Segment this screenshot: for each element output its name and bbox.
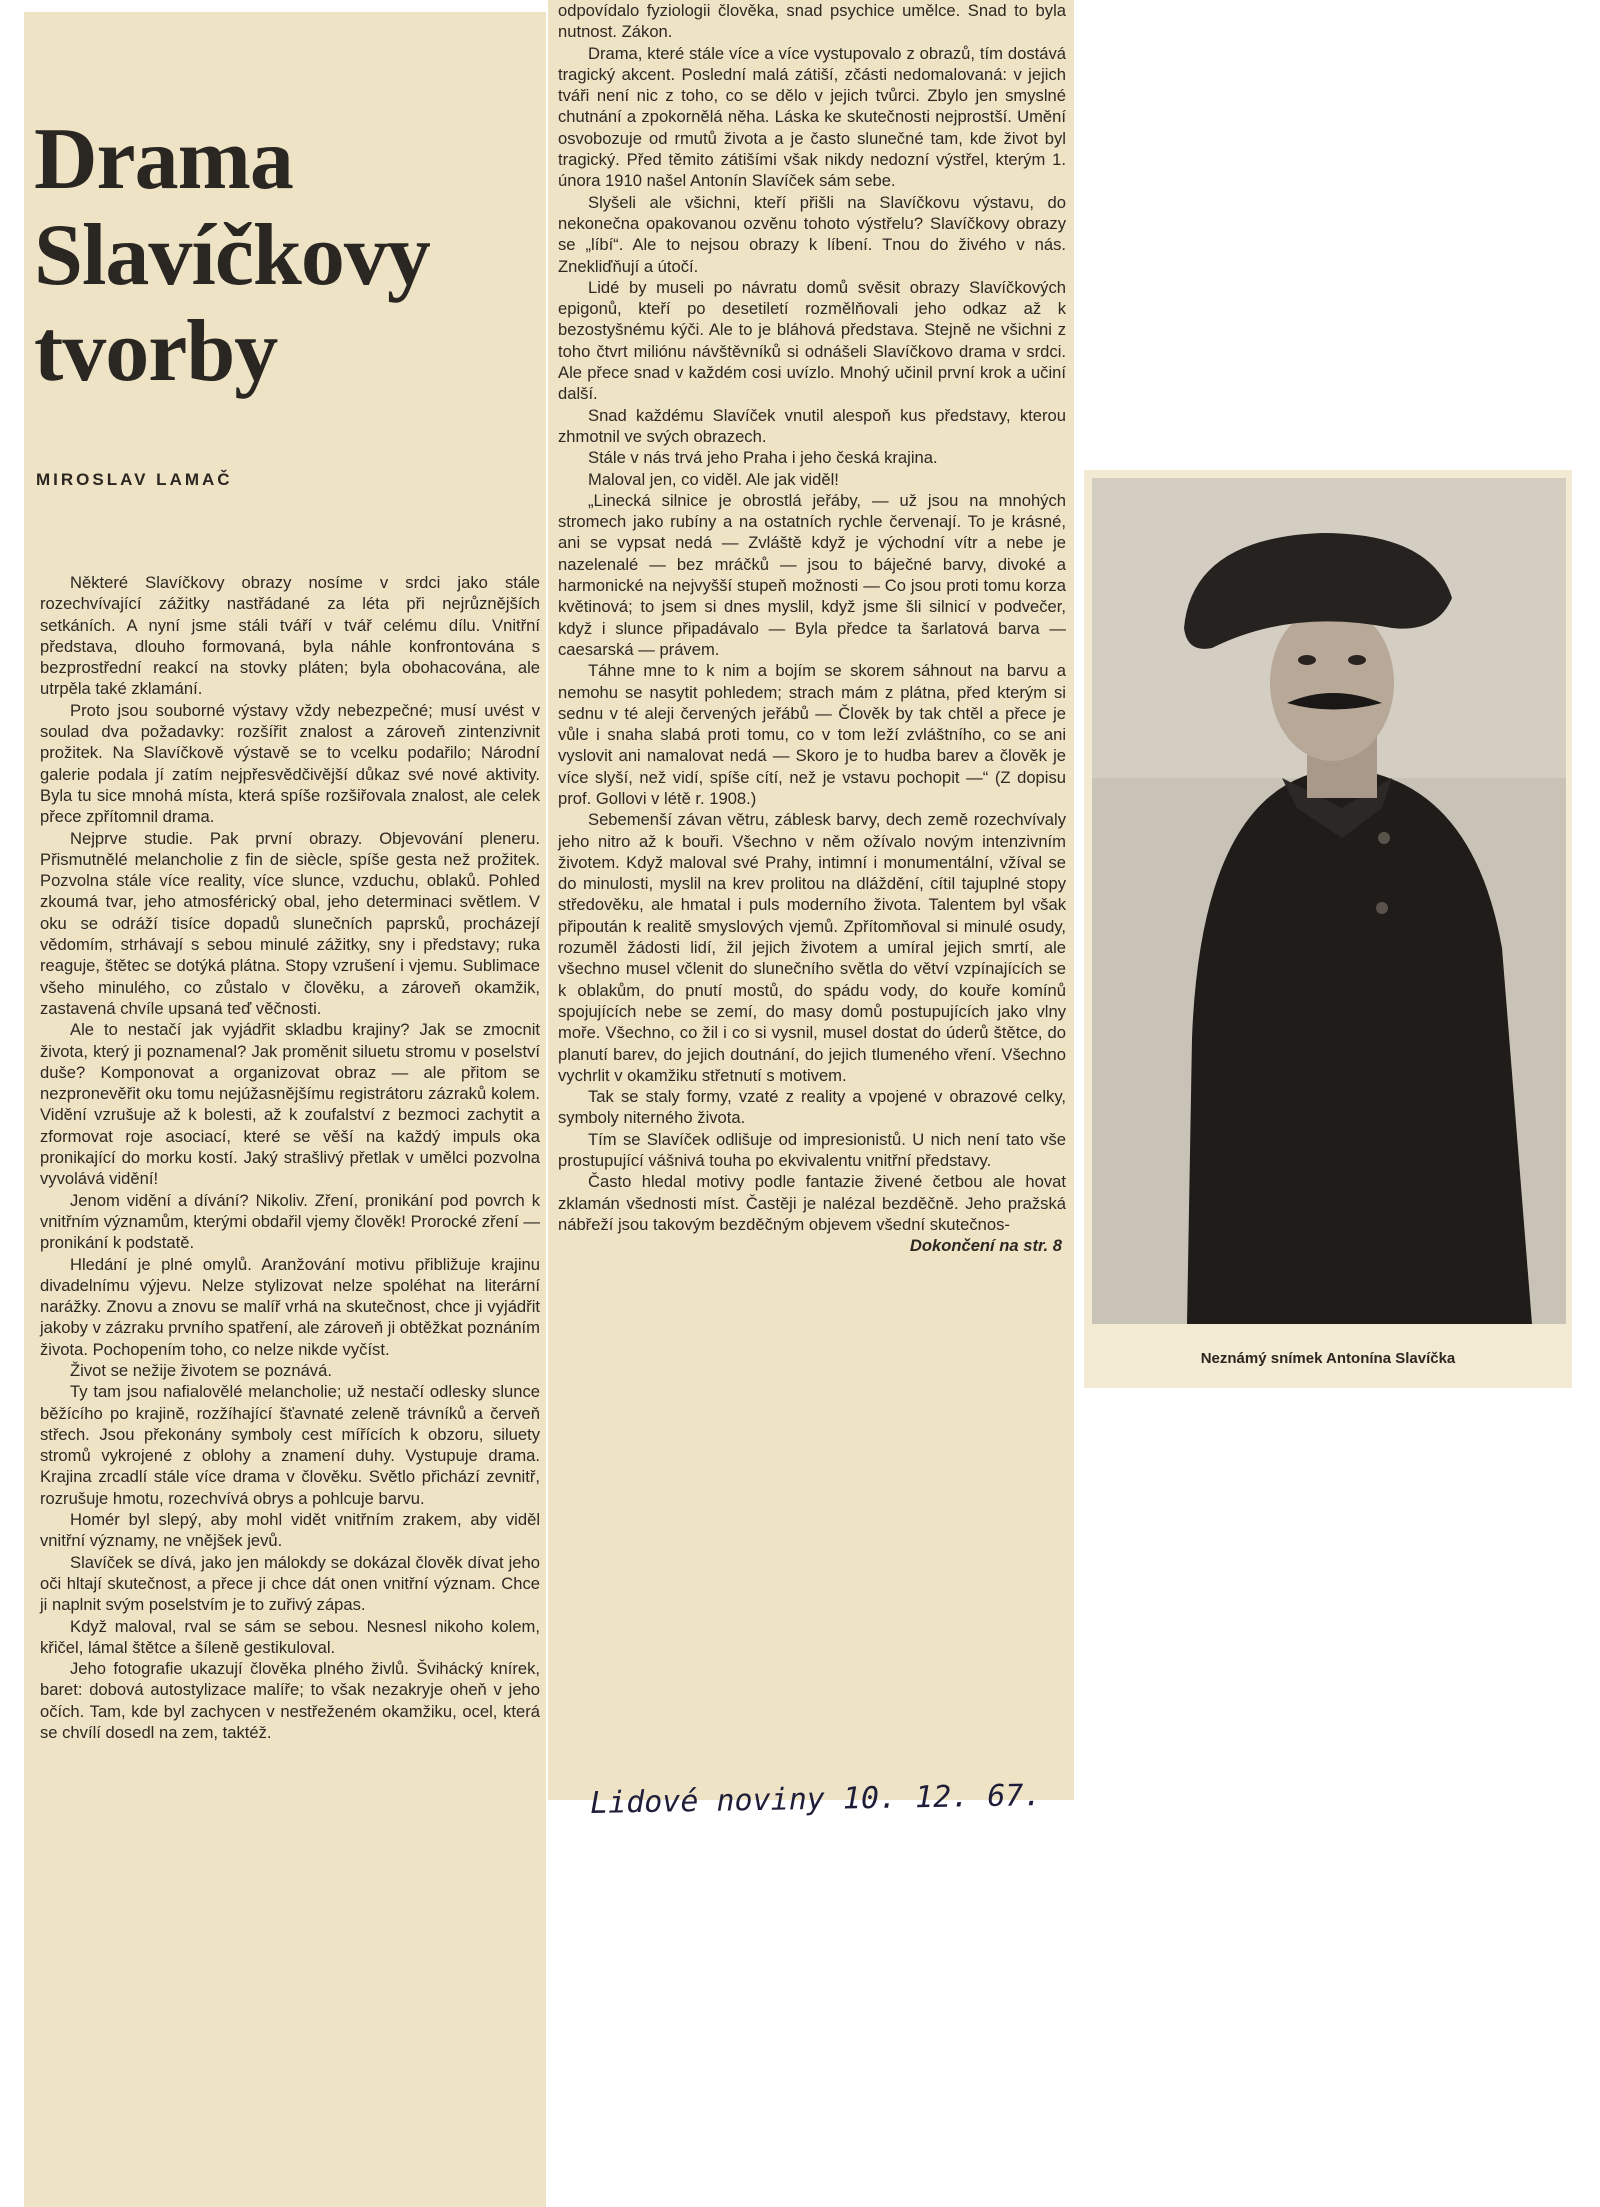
paragraph: Tím se Slavíček odlišuje od impresionistů. U nich není tato vše prostupující vášnivá touha po ekvivalentu vnitřní představy. — [558, 1129, 1066, 1171]
paragraph: „Linecká silnice je obrostlá jeřáby, — už jsou na mnohých stromech jako rubíny a na ostatních rychle červenají. To je krásné, ani se vypsat nedá — Zvláště když je východní vítr a nebe je nazelenalé — bez mráčků — jsou to báječné barvy, divoké a harmonické na nejvyšší stupeň možnosti — Co jsou proti tomu korza květinová; to jsem si dnes myslil, když jsme šli silnicí v podvečer, když i slunce připadávalo — Byla předce ta šarlatová barva — caesarská — právem. — [558, 490, 1066, 659]
headline-line: Drama — [34, 111, 293, 208]
article-headline — [34, 112, 534, 400]
paragraph: odpovídalo fyziologii člověka, snad psychice umělce. Snad to byla nutnost. Zákon. — [558, 1, 1066, 42]
paragraph: Tak se staly formy, vzaté z reality a vpojené v obrazové celky, symboly niterného života. — [558, 1087, 1066, 1128]
paragraph: Ty tam jsou nafialovělé melancholie; už nestačí odlesky slunce běžícího po krajině, rozžíhající šťavnaté zeleně trávníků a červeň střech. Jsou překonány symboly cest mířících k obzoru, siluety stromů vykrojené z oblohy a znamení duhy. Vystupuje drama. Krajina zrcadlí stále více drama v člověku. Světlo přichází zevnitř, rozrušuje hmotu, rozechvívá obrys a pohlcuje barvu. — [40, 1382, 540, 1508]
paragraph: Často hledal motivy podle fantazie živené četbou ale hovat zklamán všednosti míst. Častěji je nalézal bezděčně. Jeho pražská nábřeží jsou takovým bezděčným objevem všední skutečnos- — [558, 1172, 1066, 1234]
photo-clipping — [1084, 470, 1572, 1388]
paragraph: Jeho fotografie ukazují člověka plného živlů. Švihácký knírek, baret: dobová autostylizace malíře; to však nezakryje oheň v jeho očích. Tam, kde byl zachycen v nestřeženém okamžiku, ocel, která se chvílí dosedl na zem, taktéž. — [40, 1659, 540, 1743]
paragraph: Ale to nestačí jak vyjádřit skladbu krajiny? Jak se zmocnit života, který ji poznamenal? Jak proměnit siluetu stromu v poselství duše? Komponovat a organizovat obraz — ale přitom se nezpronevěřit oku tomu nejúžasnějšímu registrátoru zázraků kolem. Vidění vzrušuje až k bolesti, až k zoufalství z bezmoci zachytit a zformovat roje asociací, které se věší na každý impuls oka pronikající do morku kostí. Jaký strašlivý přetlak v umělci pozvolna vyvolává vidění! — [40, 1020, 540, 1189]
paragraph: Některé Slavíčkovy obrazy nosíme v srdci jako stále rozechvívající zážitky nastřádané za léta při nejrůznějších setkáních. A nyní jsme stáli tváří v tvář celému dílu. Vnitřní představa, dlouho formovaná, byla náhle konfrontována s bezprostřední reakcí na stovky pláten; byla obohacována, ale utrpěla také zklamání. — [40, 573, 540, 699]
paragraph: Proto jsou souborné výstavy vždy nebezpečné; musí uvést v soulad dva požadavky: rozšířit znalost a zároveň zintenzivnit prožitek. Na Slavíčkově výstavě se to vcelku podařilo; Národní galerie podala jí zatím nejpřesvědčivější důkaz své nové aktivity. Byla tu sice mnohá místa, která spíše rozšiřovala znalost, ale celek přece zpřítomnil drama. — [40, 700, 540, 827]
continued-note: Dokončení na str. 8 — [909, 1236, 1062, 1256]
headline-line: Slavíčkovy — [34, 207, 430, 304]
paragraph: Maloval jen, co viděl. Ale jak viděl! — [588, 469, 839, 489]
left-clipping — [24, 12, 546, 2207]
portrait-figure — [1092, 478, 1566, 1324]
middle-column-text — [558, 0, 1066, 1257]
paragraph: Život se nežije životem se poznává. — [70, 1360, 332, 1380]
paragraph: Snad každému Slavíček vnutil alespoň kus představy, kterou zhmotnil ve svých obrazech. — [558, 405, 1066, 446]
paragraph: Lidé by museli po návratu domů svěsit obrazy Slavíčkových epigonů, kteří po desetiletí rozmělňovali jeho odkaz až k bezostyšnému kýči. Ale to je bláhová představa. Stejně ne všichni z toho čtvrt miliónu návštěvníků si odnášeli Slavíčkovo drama v srdci. Ale přece snad v každém cosi uvízlo. Mnohý učinil první krok a učiní další. — [558, 277, 1066, 404]
portrait-photo — [1092, 478, 1566, 1324]
paragraph: Táhne mne to k nim a bojím se skorem sáhnout na barvu a nemohu se nasytit pohledem; strach mám z plátna, před kterým si sednu v té aleji červených jeřábů — Člověk by tak chtěl a přece je vůle i snaha slabá proti tomu, co v tom leží zvláštního, co se ani vyslovit ani namalovat nedá — Skoro je to hudba barev a člověk je více slyší, než vidí, spíše cítí, než je vstavu pochopit —“ (Z dopisu prof. Gollovi v létě r. 1908.) — [558, 661, 1066, 808]
paragraph: Sebemenší závan větru, záblesk barvy, dech země rozechvívaly jeho nitro až k bouři. Všechno v něm ožívalo novým intenzivním životem. Když maloval své Prahy, intimní i monumentální, vžíval se do minulosti, myslil na krev prolitou na dláždění, cítil tajuplné stopy středověku, ale hmatal i puls moderního života. Talentem byl však připoután k realitě smyslových vjemů. Zpřítomňoval si minulé osudy, rozuměl žádosti lidí, žil jejich životem a umíral jejich smrtí, ale všechno musel včlenit do slunečního světla do větví vzpínajících se k oblakům, do pnutí mostů, do spádu vody, do kouře komínů spojujících nebe se zemí, do masy domů postupujících jako vlny moře. Všechno, co žil i co si vysnil, musel dostat do úderů štětce, do planutí barev, do jejich doutnání, do jejich tlumeného vření. Všechno vychrlit v okamžiku střetnutí s motivem. — [558, 810, 1066, 1085]
paragraph: Slavíček se dívá, jako jen málokdy se dokázal člověk dívat jeho oči hltají skutečnost, a přece ji chce dát onen vnitřní význam. Chce ji naplnit svým poselstvím je to zuřivý zápas. — [40, 1552, 540, 1615]
photo-caption: Neznámý snímek Antonína Slavíčka — [1200, 1350, 1456, 1367]
paragraph: Drama, které stále více a více vystupovalo z obrazů, tím dostává tragický akcent. Poslední malá zátiší, zčásti nedomalovaná: v jejich tváři není nic z toho, co se dělo v jejich tvůrci. Zbylo jen smyslné chutnání a zpokornělá něha. Láska ke skutečnosti nejprostší. Umění osvobozuje od rmutů života a je často slunečné tam, kde život byl tragický. Před těmito zátišími však nikdy nedozní výstřel, kterým 1. února 1910 našel Antonín Slavíček sám sebe. — [558, 43, 1066, 191]
paragraph: Když maloval, rval se sám se sebou. Nesnesl nikoho kolem, křičel, lámal štětce a šíleně gestikuloval. — [40, 1616, 540, 1657]
handwritten-source-note: Lidové noviny 10. 12. 67. — [589, 1778, 1042, 1821]
left-column-text — [40, 572, 540, 1743]
paragraph: Homér byl slepý, aby mohl vidět vnitřním zrakem, aby viděl vnitřní významy, ne vnějšek jevů. — [40, 1510, 540, 1551]
paragraph: Slyšeli ale všichni, kteří přišli na Slavíčkovu výstavu, do nekonečna opakovanou ozvěnu tohoto výstřelu? Slavíčkovy obrazy se „líbí“. Ale to nejsou obrazy k líbení. Tnou do živého v nás. Znekliďňují a útočí. — [558, 192, 1066, 276]
paragraph: Hledání je plné omylů. Aranžování motivu přibližuje krajinu divadelnímu výjevu. Nelze stylizovat nelze spoléhat na literární narážky. Znovu a znovu se malíř vrhá na skutečnost, chce ji vyjádřit jakoby v zázraku prvního spatření, ale zároveň ji obtěžkat poznáním života. Pochopením toho, co nelze nikde vyčíst. — [40, 1254, 540, 1359]
headline-line: tvorby — [34, 303, 278, 400]
paragraph: Nejprve studie. Pak první obrazy. Objevování pleneru. Přismutnělé melancholie z fin de siècle, spíše gesta než prožitek. Pozvolna stále více reality, více slunce, vzduchu, oblaků. Pohled zkoumá tvar, jeho atmosférický obal, jeho determinaci světlem. V oku se odráží tisíce dopadů slunečních paprsků, procházejí vědomím, strhávají s sebou minulé zážitky, sny i představy; ruka reaguje, štětec se dotýká plátna. Stopy vzrušení i vjemu. Sublimace všeho minulého, co zůstalo v člověku, a zároveň okamžik, zastavená chvíle upsaná teď věčnosti. — [40, 828, 540, 1018]
paragraph: Stále v nás trvá jeho Praha i jeho česká krajina. — [588, 448, 938, 468]
paragraph: Jenom vidění a dívání? Nikoliv. Zření, pronikání pod povrch k vnitřním významům, kterými obdařil vjemy člověk! Prorocké zření — pronikání k podstatě. — [40, 1190, 540, 1253]
middle-clipping — [548, 0, 1074, 1800]
author-byline: MIROSLAV LAMAČ — [36, 470, 233, 489]
